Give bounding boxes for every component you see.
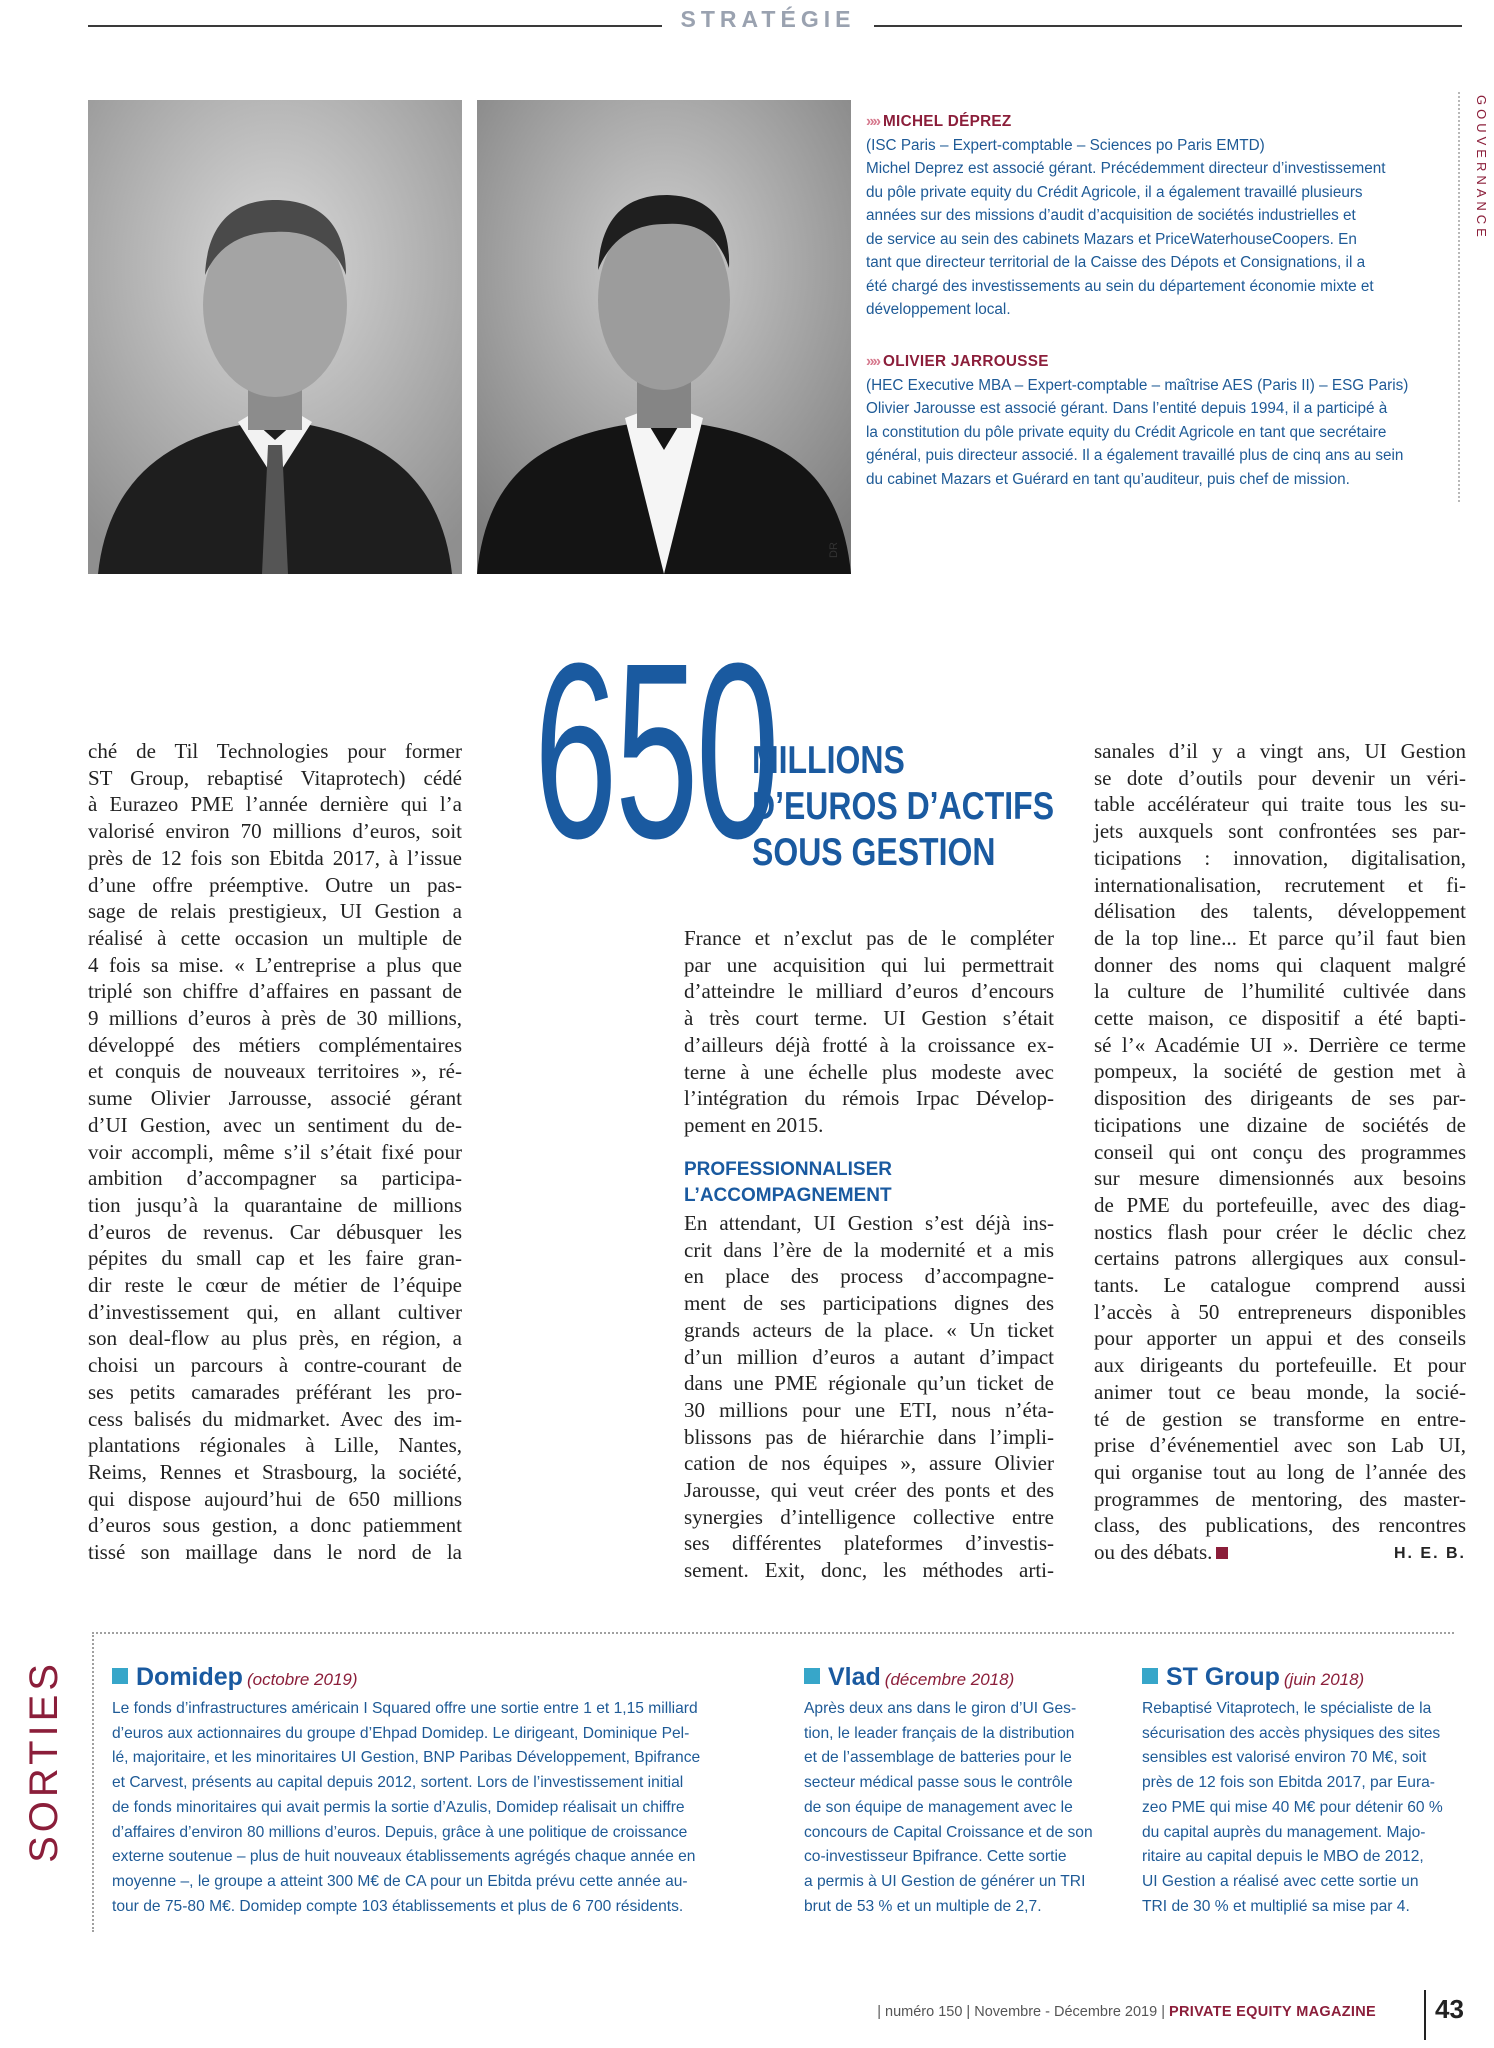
bio-line: du cabinet Mazars et Guérard en tant qu’auditeur, puis chef de mission.	[866, 470, 1350, 488]
deal-line: concours de Capital Croissance et de son	[804, 1823, 1093, 1841]
text-line: sage de relais prestigieux, UI Gestion a	[88, 899, 462, 924]
text-line: tants. Le catalogue comprend aussi	[1094, 1273, 1466, 1298]
text-line: animer tout ce beau monde, la socié-	[1094, 1379, 1466, 1404]
portrait-olivier-jarrousse	[477, 100, 851, 574]
square-bullet-icon	[1142, 1668, 1158, 1684]
text-line: d’euros de revenus. Car débusquer les	[88, 1219, 462, 1244]
text-line: programmes de mentoring, des master-	[1094, 1486, 1466, 1511]
text-line: et conquis de nouveaux territoires », ré-	[88, 1059, 462, 1084]
text-line: plantations régionales à Lille, Nantes,	[88, 1433, 462, 1458]
text-line: grands acteurs de la place. « Un ticket	[684, 1317, 1054, 1342]
text-line: tion jusqu’à la quarantaine de millions	[88, 1192, 462, 1217]
text-line: ST Group, rebaptisé Vitaprotech) cédé	[88, 765, 462, 790]
deal-line: sensibles est valorisé environ 70 M€, soit	[1142, 1749, 1427, 1767]
deal-line: lé, majoritaire, et les minoritaires UI Gestion, BNP Paribas Développement, Bpifrance	[112, 1749, 701, 1767]
footer-issue-info: | numéro 150 | Novembre - Décembre 2019 | PRIVATE EQUITY MAGAZINE	[877, 2004, 1376, 2020]
text-line: sé l’« Académie UI ». Derrière ce terme	[1094, 1032, 1466, 1057]
text-line: dans une PME régionale qu’un ticket de	[684, 1371, 1054, 1396]
text-line: class, des publications, des rencontres	[1094, 1513, 1466, 1538]
bio-line: tant que directeur territorial de la Caisse des Dépots et Consignations, il a	[866, 254, 1366, 271]
text-line: choisi un parcours à contre-courant de	[88, 1353, 462, 1378]
text-line: table accélérateur qui traite tous les su-	[1094, 792, 1466, 817]
text-line: cation de nos équipes », assure Olivier	[684, 1451, 1054, 1476]
text-line: dir reste le cœur de métier de l’équipe	[88, 1273, 462, 1298]
text-line: conseil qui ont conçu des programmes	[1094, 1139, 1466, 1164]
bio-line: du pôle private equity du Crédit Agricole, il a également travaillé plusieurs	[866, 183, 1363, 201]
bio-olivier-jarrousse	[866, 350, 1446, 491]
text-line: valorisé environ 70 millions d’euros, soit	[88, 819, 462, 844]
text-line: Reims, Rennes et Strasbourg, la société,	[88, 1459, 462, 1484]
bio-name: »» MICHEL DÉPREZ	[866, 113, 1012, 130]
text-line: pour apporter un appui et des conseils	[1094, 1326, 1466, 1351]
text-line: sume Olivier Jarrousse, associé gérant	[88, 1086, 462, 1111]
text-line: aux dirigeants du portefeuille. Et pour	[1094, 1353, 1466, 1378]
deal-st-group	[1142, 1662, 1472, 1919]
text-line: d’atteindre le milliard d’euros d’encours	[684, 979, 1054, 1004]
deal-line: Après deux ans dans le giron d’UI Ges-	[804, 1700, 1077, 1717]
deal-line: tour de 75-80 M€. Domidep compte 103 établissements et plus de 6 700 résidents.	[112, 1897, 684, 1915]
bio-line: Olivier Jarousse est associé gérant. Dans l’entité depuis 1994, il a participé à	[866, 400, 1388, 417]
bio-michel-deprez	[866, 110, 1446, 322]
text-line: synergies d’intelligence collective entre	[684, 1504, 1054, 1529]
text-line: blissons pas de hiérarchie dans l’impli-	[684, 1424, 1054, 1449]
square-bullet-icon	[112, 1668, 128, 1684]
text-line: ses petits camarades préférant les pro-	[88, 1379, 462, 1404]
bio-name: »» OLIVIER JARROUSSE	[866, 353, 1049, 370]
chevron-marker-icon: »»	[866, 113, 880, 130]
text-line: réalisé à cette occasion un multiple de	[88, 925, 462, 950]
side-tag-gouvernance: GOUVERNANCE	[1474, 95, 1489, 241]
text-line: la culture de l’humilité cultivée dans	[1094, 979, 1466, 1004]
text-line: ticipations : innovation, digitalisation,	[1094, 845, 1466, 870]
text-line: disposition des dirigeants de ses par-	[1094, 1086, 1466, 1111]
page-number: 43	[1435, 1994, 1464, 2024]
deal-line: sécurisation des accès physiques des sites	[1142, 1724, 1441, 1742]
deal-line: Rebaptisé Vitaprotech, le spécialiste de la	[1142, 1700, 1432, 1717]
article-column-2	[684, 925, 1054, 1584]
deal-line: tion, le leader français de la distribution	[804, 1724, 1075, 1742]
text-line: son deal-flow au plus près, en région, a	[88, 1326, 462, 1351]
deal-line: TRI de 30 % et multiplié sa mise par 4.	[1142, 1897, 1410, 1915]
text-line: triplé son chiffre d’affaires en passant de	[88, 979, 462, 1004]
text-line: 4 fois sa mise. « L’entreprise a plus que	[88, 952, 462, 977]
text-line: près de 12 fois son Ebitda 2017, à l’issue	[88, 845, 462, 870]
text-line: En attendant, UI Gestion s’est déjà ins-	[684, 1211, 1054, 1236]
header-rule-right	[874, 25, 1462, 27]
text-line: l’intégration du rémois Irpac Dévelop-	[684, 1086, 1054, 1111]
sorties-tag: SORTIES	[22, 1660, 66, 1863]
text-line: ticipations une dizaine de sociétés de	[1094, 1112, 1466, 1137]
portrait-michel-deprez	[88, 100, 462, 574]
text-line: d’ailleurs déjà frotté à la croissance ex-	[684, 1032, 1054, 1057]
text-line: d’un million d’euros a autant d’impact	[684, 1344, 1054, 1369]
text-line: Jarousse, qui veut créer des ponts et des	[684, 1478, 1054, 1503]
text-line: à Eurazeo PME l’année dernière qui l’a	[88, 792, 462, 817]
deal-line: et de l’assemblage de batteries pour le	[804, 1749, 1072, 1767]
text-line: crit dans l’ère de la modernité et a mis	[684, 1237, 1054, 1262]
text-line: en place des process d’accompagne-	[684, 1264, 1054, 1289]
bio-divider	[1458, 92, 1460, 502]
text-line: ment de ses participations dignes des	[684, 1291, 1054, 1316]
end-of-article-mark	[1216, 1547, 1228, 1559]
text-line: délisation des talents, développement	[1094, 899, 1466, 924]
text-line: jets auxquels sont confrontées ses par-	[1094, 819, 1466, 844]
subheading: PROFESSIONNALISER L’ACCOMPAGNEMENT	[684, 1158, 892, 1207]
deal-title: Vlad (décembre 2018)	[804, 1662, 1124, 1695]
deal-line: UI Gestion a réalisé avec cette sortie un	[1142, 1872, 1419, 1890]
text-line: qui dispose aujourd’hui de 650 millions	[88, 1486, 462, 1511]
bio-line: Michel Deprez est associé gérant. Précédemment directeur d’investissement	[866, 160, 1386, 177]
text-line: voir accompli, même s’il s’était fixé pour	[88, 1139, 462, 1164]
deal-line: ritaire au capital depuis le MBO de 2012,	[1142, 1848, 1424, 1866]
deal-line: de son équipe de management avec le	[804, 1798, 1073, 1816]
sorties-border-top	[92, 1632, 1454, 1634]
big-figure-number: 650	[534, 611, 778, 890]
bio-line: de service au sein des cabinets Mazars et PriceWaterhouseCoopers. En	[866, 230, 1357, 248]
text-line: qui organise tout au long de l’année des	[1094, 1459, 1466, 1484]
deal-line: co-investisseur Bpifrance. Cette sortie	[804, 1848, 1067, 1866]
bio-line: la constitution du pôle private equity du Crédit Agricole en tant que secrétaire	[866, 423, 1387, 441]
text-line: d’euros sous gestion, a donc patiemment	[88, 1513, 462, 1538]
text-line: par une acquisition qui lui permettrait	[684, 952, 1054, 977]
article-column-3	[1094, 738, 1466, 1568]
photo-credit: DR	[828, 542, 840, 558]
bio-line: années sur des missions d’audit d’acquisition de sociétés industrielles et	[866, 207, 1356, 224]
deal-domidep	[112, 1662, 812, 1919]
square-bullet-icon	[804, 1668, 820, 1684]
text-line: à très court terme. UI Gestion s’était	[684, 1006, 1054, 1031]
author-signature: H. E. B.	[1393, 1545, 1466, 1563]
deal-line: a permis à UI Gestion de générer un TRI	[804, 1872, 1086, 1890]
deal-line: d’euros aux actionnaires du groupe d’Ehpad Domidep. Le dirigeant, Dominique Pel-	[112, 1724, 690, 1742]
deal-title: ST Group (juin 2018)	[1142, 1662, 1472, 1695]
text-line: ses différentes plateformes d’investis-	[684, 1531, 1054, 1556]
section-title: STRATÉGIE	[680, 6, 856, 32]
text-line: sur mesure dimensionnés aux besoins	[1094, 1166, 1466, 1191]
deal-vlad	[804, 1662, 1124, 1919]
text-line: France et n’exclut pas de le compléter	[684, 926, 1054, 950]
big-figure-caption: MILLIONS D’EUROS D’ACTIFS SOUS GESTION	[752, 739, 1055, 874]
page-number-bar	[1424, 1990, 1426, 2040]
text-line-final: ou des débats. H. E. B.	[1094, 1539, 1466, 1566]
text-line: pompeux, la société de gestion met à	[1094, 1059, 1466, 1084]
deal-title: Domidep (octobre 2019)	[112, 1662, 812, 1695]
text-line: d’UI Gestion, avec un sentiment du de-	[88, 1112, 462, 1137]
text-line: donner des noms qui claquent malgré	[1094, 952, 1466, 977]
deal-line: Le fonds d’infrastructures américain I Squared offre une sortie entre 1 et 1,15 milliard	[112, 1700, 698, 1717]
text-line: internationalisation, recrutement et fi-	[1094, 872, 1466, 897]
text-line: de PME du portefeuille, avec des diag-	[1094, 1192, 1466, 1217]
text-line: de la top line... Et parce qu’il faut bien	[1094, 925, 1466, 950]
text-line: se dote d’outils pour devenir un véri-	[1094, 765, 1466, 790]
text-line: terne à une échelle plus modeste avec	[684, 1059, 1054, 1084]
sorties-border-left	[92, 1632, 94, 1932]
deal-line: moyenne –, le groupe a atteint 300 M€ de CA pour un Ebitda prévu cette année au-	[112, 1872, 688, 1890]
text-line: 9 millions d’euros à près de 30 millions,	[88, 1006, 462, 1031]
text-line: prise d’événementiel avec son Lab UI,	[1094, 1433, 1466, 1458]
text-line: cette maison, ce dispositif a été bapti-	[1094, 1006, 1466, 1031]
deal-line: d’affaires d’environ 80 millions d’euros. Depuis, grâce à une politique de croissance	[112, 1823, 688, 1841]
deal-line: de fonds minoritaires qui avait permis la sortie d’Azulis, Domidep réalisait un chiffre	[112, 1798, 685, 1816]
text-line: ambition d’accompagner sa participa-	[88, 1166, 462, 1191]
deal-line: secteur médical passe sous le contrôle	[804, 1774, 1073, 1792]
text-line: développé des métiers complémentaires	[88, 1032, 462, 1057]
bio-line: été chargé des investissements au sein du département économie mixte et	[866, 277, 1374, 295]
bio-line: développement local.	[866, 301, 1011, 318]
text-line: d’une offre préemptive. Outre un pas-	[88, 872, 462, 897]
text-line: tissé son maillage dans le nord de la	[88, 1540, 462, 1565]
deal-line: externe soutenue – plus de huit nouveaux établissements agrégés chaque année en	[112, 1848, 696, 1866]
bio-line: (HEC Executive MBA – Expert-comptable – maîtrise AES (Paris II) – ESG Paris)	[866, 376, 1409, 394]
text-line: ché de Til Technologies pour former	[88, 739, 462, 763]
text-line: pépites du small cap et les faire gran-	[88, 1246, 462, 1271]
text-line: pement en 2015.	[684, 1112, 824, 1137]
text-line: l’accès à 50 entrepreneurs disponibles	[1094, 1299, 1466, 1324]
deal-line: près de 12 fois son Ebitda 2017, par Eura-	[1142, 1774, 1435, 1792]
bio-line: (ISC Paris – Expert-comptable – Sciences po Paris EMTD)	[866, 136, 1265, 154]
text-line: sement. Exit, donc, les méthodes arti-	[684, 1558, 1054, 1583]
deal-line: et Carvest, présents au capital depuis 2012, sortent. Lors de l’investissement initial	[112, 1774, 684, 1792]
article-column-1	[88, 738, 462, 1566]
text-line: certains patrons allergiques aux consul-	[1094, 1246, 1466, 1271]
magazine-name: PRIVATE EQUITY MAGAZINE	[1169, 2004, 1376, 2020]
text-line: d’investissement qui, en allant cultiver	[88, 1299, 462, 1324]
text-line: 30 millions pour une ETI, nous n’éta-	[684, 1397, 1054, 1422]
header-rule-left	[88, 25, 662, 27]
deal-line: zeo PME qui mise 40 M€ pour détenir 60 %	[1142, 1798, 1443, 1816]
text-line: nostics flash pour créer le déclic chez	[1094, 1219, 1466, 1244]
text-line: té de gestion se transforme en entre-	[1094, 1406, 1466, 1431]
text-line: cess balisés du midmarket. Avec des im-	[88, 1406, 462, 1431]
text-line: sanales d’il y a vingt ans, UI Gestion	[1094, 739, 1466, 763]
bio-line: général, puis directeur associé. Il a également travaillé plus de cinq ans au sein	[866, 447, 1404, 464]
deal-line: du capital auprès du management. Majo-	[1142, 1823, 1426, 1841]
chevron-marker-icon: »»	[866, 353, 880, 370]
deal-line: brut de 53 % et un multiple de 2,7.	[804, 1897, 1042, 1915]
